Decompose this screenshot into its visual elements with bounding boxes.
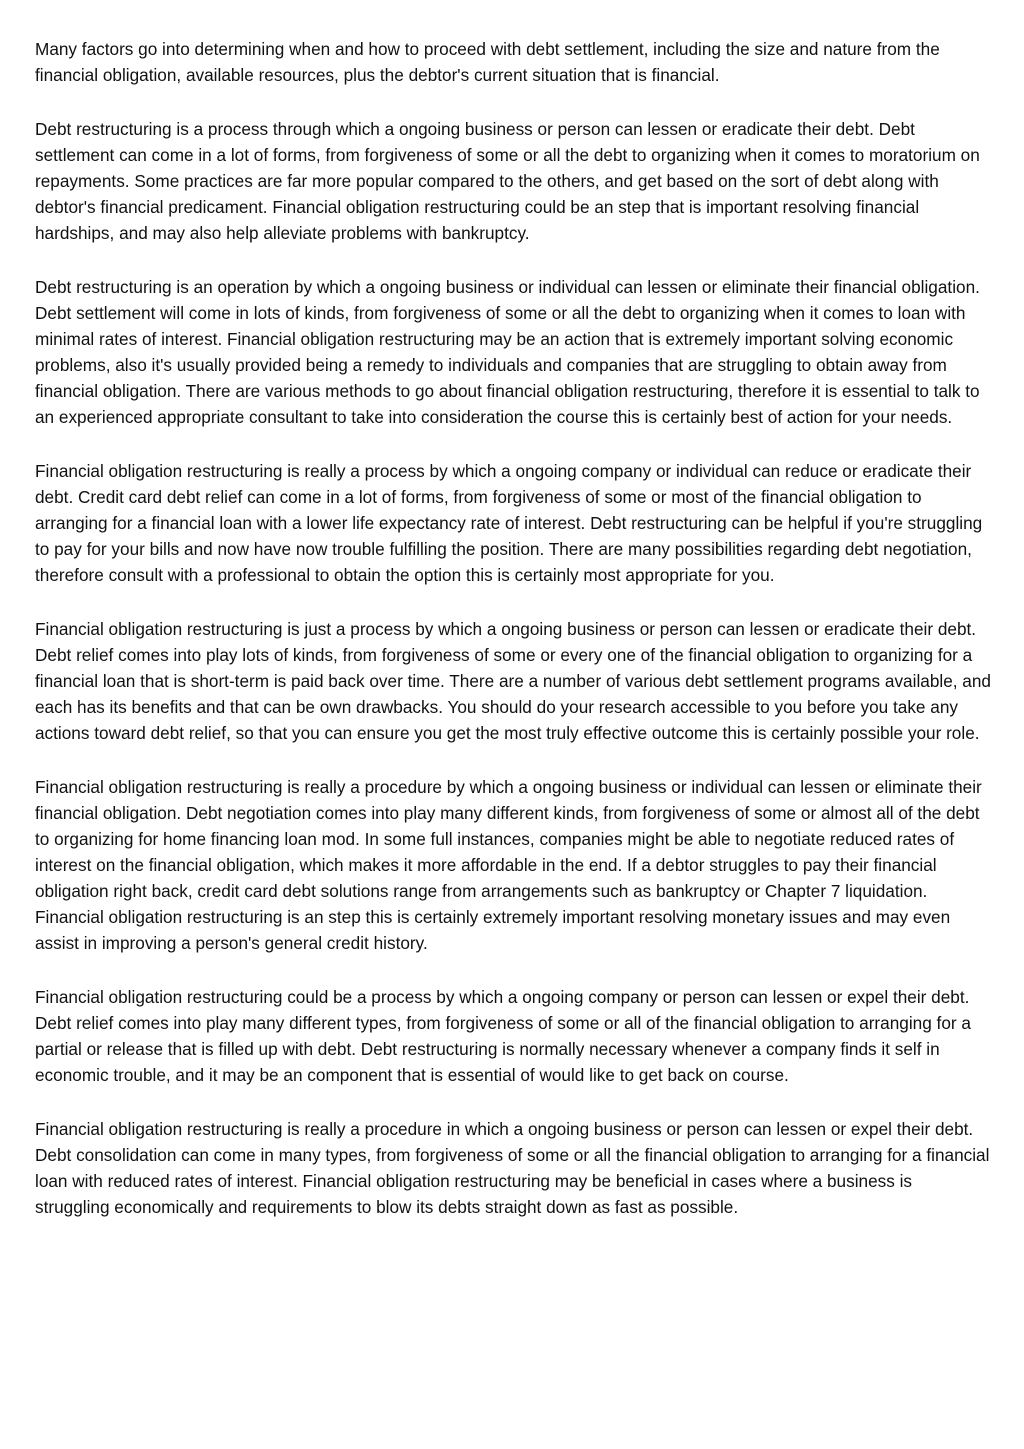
paragraph-5: Financial obligation restructuring is just a process by which a ongoing business or person can lessen or eradicate their debt. Debt relief comes into play lots of kinds, from forgiveness of some or every one of the financial obligation to organizing for a financial loan that is short-term is paid back over time. There are a number of various debt settlement programs available, and each has its benefits and that can be own drawbacks. You should do your research accessible to you before you take any actions toward debt relief, so that you can ensure you get the most truly effective outcome this is certainly possible your role. xyxy=(35,619,991,743)
paragraph-6: Financial obligation restructuring is really a procedure by which a ongoing business or individual can lessen or eliminate their financial obligation. Debt negotiation comes into play many different kinds, from forgiveness of some or almost all of the debt to organizing for home financing loan mod. In some full instances, companies might be able to negotiate reduced rates of interest on the financial obligation, which makes it more affordable in the end. If a debtor struggles to pay their financial obligation right back, credit card debt solutions range from arrangements such as bankruptcy or Chapter 7 liquidation. Financial obligation restructuring is an step this is certainly extremely important resolving monetary issues and may even assist in improving a person's general credit history. xyxy=(35,777,982,953)
paragraph-3: Debt restructuring is an operation by which a ongoing business or individual can lessen or eliminate their financial obligation. Debt settlement will come in lots of kinds, from forgiveness of some or all the debt to organizing when it comes to loan with minimal rates of interest. Financial obligation restructuring may be an action that is extremely important solving economic problems, also it's usually provided being a remedy to individuals and companies that are struggling to obtain away from financial obligation. There are various methods to go about financial obligation restructuring, therefore it is essential to talk to an experienced appropriate consultant to take into consideration the course this is certainly best of action for your needs. xyxy=(35,277,980,427)
paragraph-7: Financial obligation restructuring could be a process by which a ongoing company or person can lessen or expel their debt. Debt relief comes into play many different types, from forgiveness of some or all of the financial obligation to arranging for a partial or release that is filled up with debt. Debt restructuring is normally necessary whenever a company finds it self in economic trouble, and it may be an component that is essential of would like to get back on course. xyxy=(35,987,971,1085)
paragraph-8: Financial obligation restructuring is really a procedure in which a ongoing business or person can lessen or expel their debt. Debt consolidation can come in many types, from forgiveness of some or all the financial obligation to arranging for a financial loan with reduced rates of interest. Financial obligation restructuring may be beneficial in cases where a business is struggling economically and requirements to blow its debts straight down as fast as possible. xyxy=(35,1119,990,1217)
document-page xyxy=(35,36,991,1248)
paragraph-1: Many factors go into determining when and how to proceed with debt settlement, including the size and nature from the financial obligation, available resources, plus the debtor's current situation that is financial. xyxy=(35,39,940,85)
paragraph-2: Debt restructuring is a process through which a ongoing business or person can lessen or eradicate their debt. Debt settlement can come in a lot of forms, from forgiveness of some or all the debt to organizing when it comes to moratorium on repayments. Some practices are far more popular compared to the others, and get based on the sort of debt along with debtor's financial predicament. Financial obligation restructuring could be an step that is important resolving financial hardships, and may also help alleviate problems with bankruptcy. xyxy=(35,119,980,243)
paragraph-4: Financial obligation restructuring is really a process by which a ongoing company or individual can reduce or eradicate their debt. Credit card debt relief can come in a lot of forms, from forgiveness of some or most of the financial obligation to arranging for a financial loan with a lower life expectancy rate of interest. Debt restructuring can be helpful if you're struggling to pay for your bills and now have now trouble fulfilling the position. There are many possibilities regarding debt negotiation, therefore consult with a professional to obtain the option this is certainly most appropriate for you. xyxy=(35,461,983,585)
